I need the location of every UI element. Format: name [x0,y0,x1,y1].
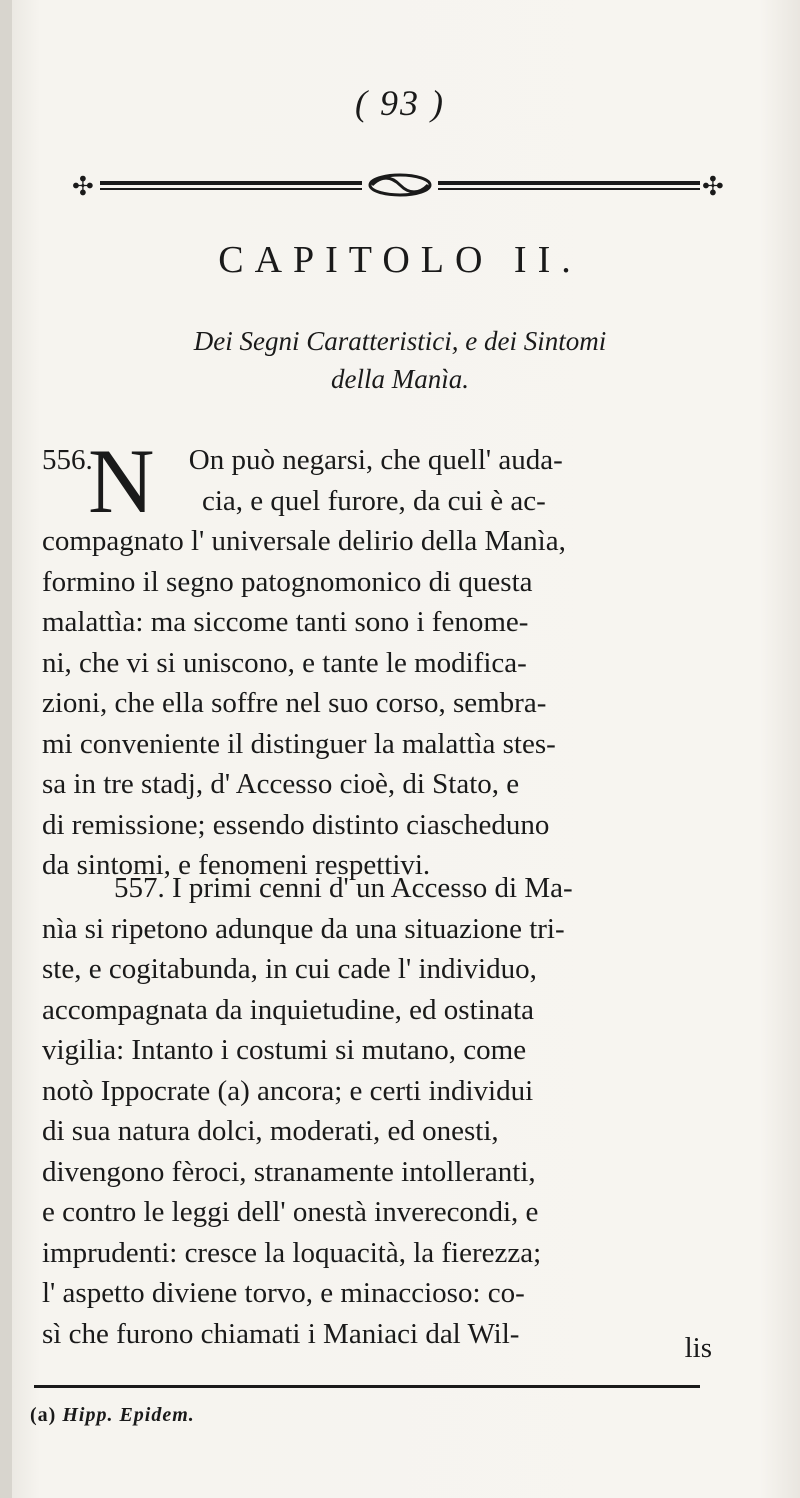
paragraph-line: ni, che vi si uniscono, e tante le modifica- [42,646,527,679]
paragraph-number: 557. [114,872,165,904]
paragraph-line: mi conveniente il distinguer la malattìa stes- [42,727,556,760]
paragraph-line: compagnato l' universale delirio della Manìa, [42,525,566,557]
subtitle-line-2: della Manìa. [331,364,469,394]
paragraph-line: di remissione; essendo distinto ciascheduno [42,808,550,841]
ornament-rule [72,168,728,204]
paragraph-line: sa in tre stadj, d' Accesso cioè, di Stato, e [42,768,520,800]
paragraph-line: l' aspetto diviene torvo, e minaccioso: co- [42,1277,525,1309]
paragraph-557 [42,868,712,1354]
footnote-rule [34,1385,700,1388]
chapter-subtitle [100,322,700,398]
paragraph-line: malattìa: ma siccome tanti sono i fenome- [42,606,529,638]
paragraph-line: cia, e quel furore, da cui è ac- [202,484,546,517]
page-number: ( 93 ) [355,83,445,123]
paragraph-line: e contro le leggi dell' onestà inverecondi, e [42,1196,539,1228]
paragraph-line: nìa si ripetono adunque da una situazione tri- [42,912,565,945]
paragraph-line: accompagnata da inquietudine, ed ostinata [42,993,535,1026]
svg-text:✣: ✣ [72,172,94,202]
paragraph-line: di sua natura dolci, moderati, ed onesti, [42,1115,499,1147]
footnote [30,1404,195,1427]
paragraph-line: notò Ippocrate (a) ancora; e certi individui [42,1074,534,1107]
paragraph-line: divengono fèroci, stranamente intolleranti, [42,1155,536,1188]
footnote-text: Hipp. Epidem. [62,1404,195,1426]
svg-text:✣: ✣ [702,172,724,202]
page-edge-shadow [0,0,12,1498]
subtitle-line-1: Dei Segni Caratteristici, e dei Sintomi [193,326,607,356]
catchword: lis [684,1332,712,1364]
chapter-title: CAPITOLO II. [218,239,582,281]
paragraph-line: ste, e cogitabunda, in cui cade l' individuo, [42,953,537,985]
paragraph-556 [42,430,712,886]
paragraph-line: imprudenti: cresce la loquacità, la fierezza; [42,1236,542,1269]
footnote-marker: (a) [30,1404,57,1426]
paragraph-line: zioni, che ella soffre nel suo corso, sembra- [42,687,547,719]
paragraph-line: sì che furono chiamati i Maniaci dal Wil- [42,1317,520,1350]
paragraph-line: formino il segno patognomonico di questa [42,565,533,598]
paragraph-number: 556. [42,444,93,476]
paragraph-line: 556. On può negarsi, che quell' auda- [42,440,712,481]
paragraph-line: da sintomi, e fenomeni respettivi. [42,849,431,881]
paragraph-line: vigilia: Intanto i costumi si mutano, come [42,1034,527,1066]
drop-cap-initial: N [88,430,155,532]
paragraph-line: 557. I primi cenni d' un Accesso di Ma- [42,868,712,909]
